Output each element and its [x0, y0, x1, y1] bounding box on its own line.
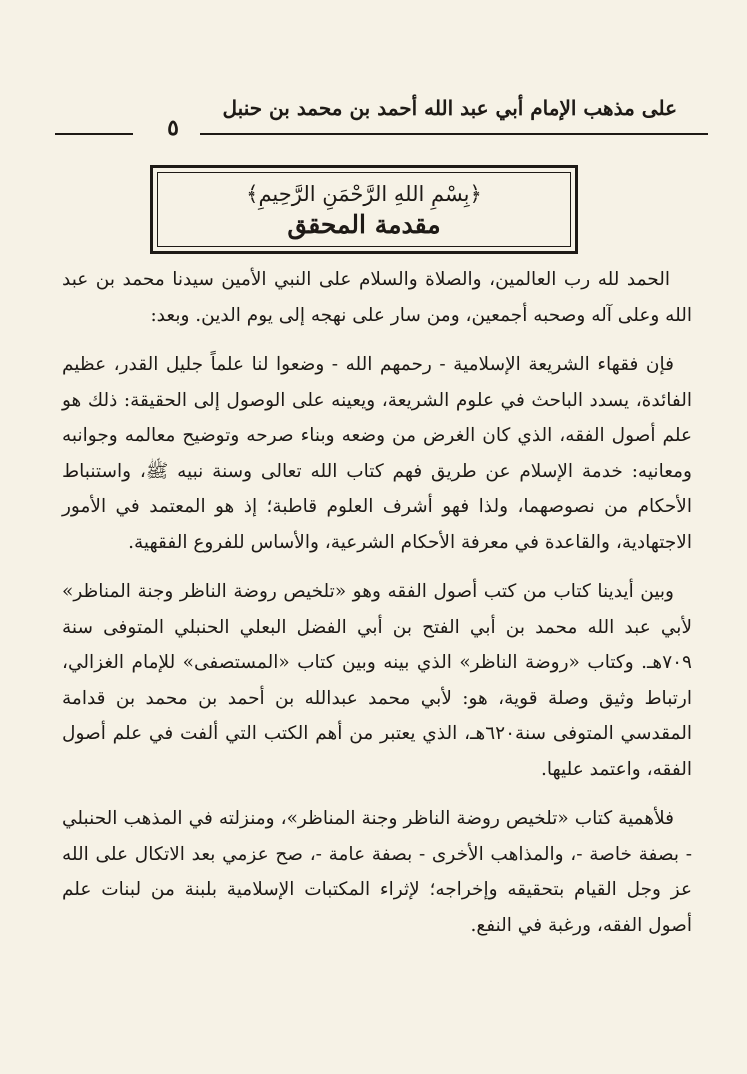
header-rule-right [200, 133, 708, 135]
paragraph: وبين أيدينا كتاب من كتب أصول الفقه وهو «تلخيص روضة الناظر وجنة المناظر» لأبي عبد الله محمد بن أبي الفتح بن أبي الفضل البعلي الحنبلي المتوفى سنة ٧٠٩هـ. وكتاب «روضة الناظر» الذي بينه وبين كتاب «المستصفى» للإمام الغزالي، ارتباط وثيق وصلة قوية، هو: لأبي محمد عبدالله بن أحمد بن محمد بن قدامة المقدسي المتوفى سنة٦٢٠هـ، الذي يعتبر من أهم الكتب التي ألفت في علم أصول الفقه، واعتمد عليها. [62, 581, 692, 780]
running-header: على مذهب الإمام أبي عبد الله أحمد بن محمد بن حنبل [222, 96, 677, 120]
header-rule-left [55, 133, 133, 135]
section-title: مقدمة المحقق [287, 210, 441, 239]
body-text [62, 262, 692, 957]
paragraph: فلأهمية كتاب «تلخيص روضة الناظر وجنة المناظر»، ومنزلته في المذهب الحنبلي - بصفة خاصة -، والمذاهب الأخرى - بصفة عامة -، صح عزمي بعد الاتكال على الله عز وجل القيام بتحقيقه وإخراجه؛ لإثراء المكتبات الإسلامية بلبنة من لبنات علم أصول الفقه، ورغبة في النفع. [62, 808, 692, 936]
basmala: ﴿بِسْمِ اللهِ الرَّحْمَنِ الرَّحِيمِ﴾ [246, 182, 482, 206]
paragraph: فإن فقهاء الشريعة الإسلامية - رحمهم الله - وضعوا لنا علماً جليل القدر، عظيم الفائدة، يسدد الباحث في علوم الشريعة، ويعينه على الوصول إلى الحقيقة: ذلك هو علم أصول الفقه، الذي كان الغرض من وضعه وبناء صرحه وتوضيح معالمه وجوانبه ومعانيه: خدمة الإسلام عن طريق فهم كتاب الله تعالى وسنة نبيه ﷺ، واستنباط الأحكام من نصوصهما، ولذا فهو أشرف العلوم قاطبة؛ إذ هو المعتمد في الأمور الاجتهادية، والقاعدة في معرفة الأحكام الشرعية، والأساس للفروع الفقهية. [62, 354, 692, 553]
page-number: ٥ [167, 115, 179, 141]
paragraph: الحمد لله رب العالمين، والصلاة والسلام على النبي الأمين سيدنا محمد بن عبد الله وعلى آله وصحبه أجمعين، ومن سار على نهجه إلى يوم الدين. وبعد: [62, 269, 692, 326]
section-title-box [150, 165, 578, 254]
